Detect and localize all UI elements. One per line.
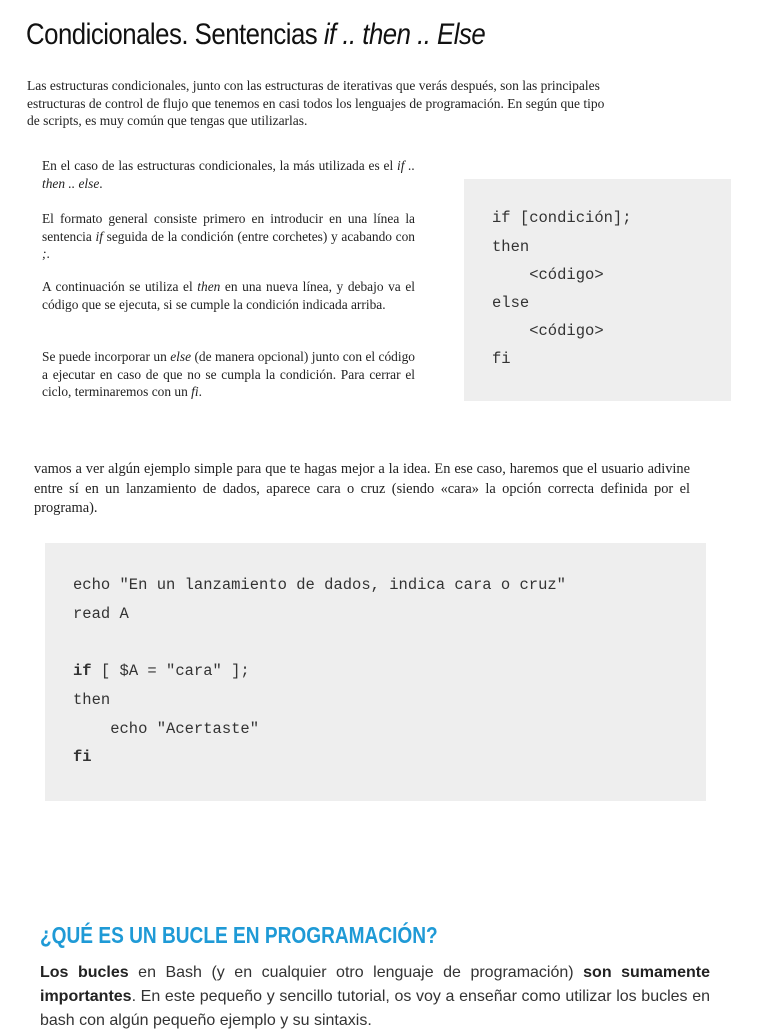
text: En el caso de las estructuras condicionales, la más utilizada es el [42,158,398,173]
text: . [46,246,50,261]
code-line: echo "En un lanzamiento de dados, indica cara o cruz" [73,576,566,594]
example-code-block [45,543,706,801]
code-line: if [condición]; [492,209,632,227]
code-line: fi [492,350,511,368]
page-title [26,18,645,52]
code-line: echo "Acertaste" [73,720,260,738]
text-em: if [95,228,103,244]
code-line: read A [73,605,129,623]
section-heading: ¿QUÉ ES UN BUCLE EN PROGRAMACIÓN? [40,922,438,948]
text-em: then [197,279,221,294]
text-em: if .. then .. else [42,158,415,191]
paragraph-then [42,278,415,313]
code-line: <código> [492,322,604,340]
code-line: <código> [492,266,604,284]
code-line: else [492,294,530,312]
intro-paragraph: Las estructuras condicionales, junto con las estructuras de iterativas que verás después, son las principales estructuras de control de flujo que tenemos en casi todos los lenguajes de programación. En según que tipo de scripts, es muy común que tengas que utilizarlas. [27,78,605,128]
text: El formato general consiste primero en introducir en una línea la sentencia [42,211,415,244]
text: en una nueva línea, y debajo va el código que se ejecuta, si se cumple la condición indicada arriba. [42,279,415,312]
text: (de manera opcional) junto con el código a ejecutar en caso de que no se cumpla la condición. Para cerrar el ciclo, terminaremos con un [42,349,415,399]
title-prefix: Condicionales. Sentencias [26,18,324,51]
text: A continuación se utiliza el [42,279,198,294]
code-text: [ $A = "cara" ]; [91,662,250,680]
example-paragraph: vamos a ver algún ejemplo simple para que te hagas mejor a la idea. En ese caso, haremos que el usuario adivine entre sí en un lanzamiento de dados, aparece cara o cruz (siendo «cara» la opción correcta definida por el programa). [34,461,690,516]
bucles-paragraph [40,961,710,1033]
text-em: else [170,349,192,364]
text: en Bash (y en cualquier otro lenguaje de programación) [128,964,584,981]
text: . [99,175,103,191]
text: seguida de la condición (entre corchetes) y acabando con [102,228,415,244]
text-em: ; [42,246,47,261]
text: Se puede incorporar un [42,349,171,364]
paragraph-else [42,348,415,401]
code-keyword: if [73,662,92,680]
text: . [198,384,202,399]
text-bold: son sumamente importantes [40,964,711,1005]
code-line [73,662,250,680]
text: . En este pequeño y sencillo tutorial, os voy a enseñar como utilizar los bucles en bash con algún pequeño ejemplo y su sintaxis. [40,988,710,1029]
code-line: then [73,691,111,709]
text-em: fi [191,384,199,399]
paragraph-conditional-intro [42,157,415,192]
code-line: fi [73,748,92,766]
title-italic: if .. then .. Else [323,18,486,51]
code-line: then [492,238,530,256]
syntax-code-block [464,179,731,401]
text-bold: Los bucles [40,964,129,981]
paragraph-format [42,210,415,263]
